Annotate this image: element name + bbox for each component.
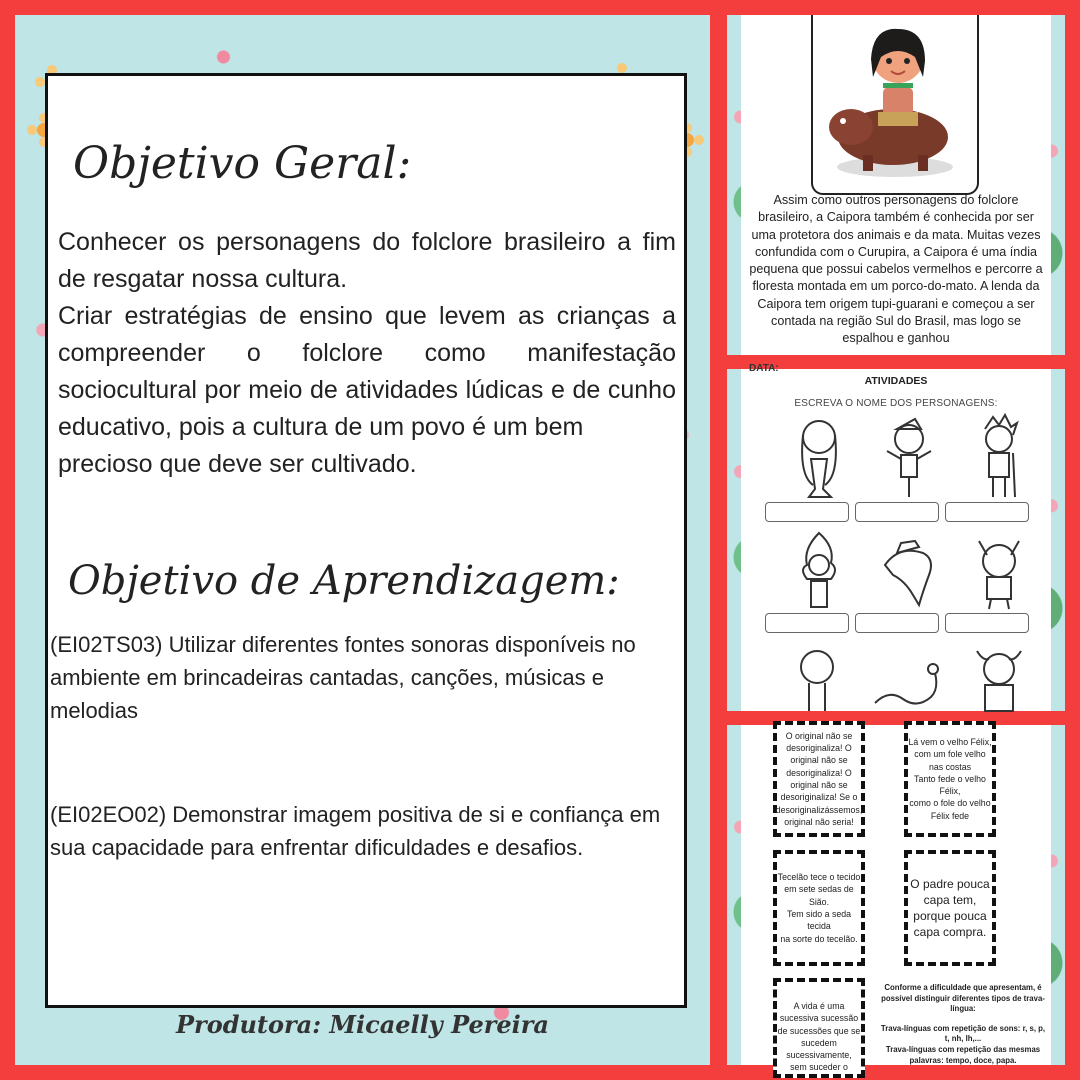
activities-instruction: ESCREVA O NOME DOS PERSONAGENS: xyxy=(794,398,998,409)
tongue-twister-text: Lá vem o velho Félix, com um fole velho nas costas Tanto fede o velho Félix, como o fole do velho Félix fede xyxy=(908,736,992,821)
name-input-box[interactable] xyxy=(945,613,1029,633)
general-objective-heading: Objetivo Geral: xyxy=(73,138,412,189)
name-input-box[interactable] xyxy=(855,613,939,633)
wolf-character-icon xyxy=(789,645,849,711)
dolphin-character-icon xyxy=(879,535,939,611)
name-input-box[interactable] xyxy=(765,502,849,522)
mermaid-character-icon xyxy=(789,415,849,499)
learning-objective-heading: Objetivo de Aprendizagem: xyxy=(68,558,620,604)
serpent-character-icon xyxy=(869,659,949,711)
general-objective-text: Conhecer os personagens do folclore brasileiro a fim de resgatar nossa cultura. Criar estratégias de ensino que levem as crianças a compreender o folclore como manifestação sociocultural por meio de atividades lúdicas e de cunho educativo, pois a cultura de um povo é um bem precioso que deve ser cultivado. xyxy=(58,228,676,478)
tongue-twister-text: O original não se desoriginaliza! O original não se desoriginaliza! O original não se desoriginaliza! Se o desoriginalizássemos, original não seria! xyxy=(775,730,863,827)
activities-page xyxy=(727,363,1065,711)
tongue-twister-card xyxy=(773,850,865,966)
caipora-description: Assim como outros personagens do folclore brasileiro, a Caipora também é conhecida por ser uma protetora dos animais e da mata. Muitas vezes confundida com o Curupira, a Caipora é uma índia pequena que possui cabelos vermelhos e percorre a floresta montada em um porco-do-mato. A lenda da Caipora tem origem tupi-guarani e começou a ser contada na região Sul do Brasil, mas logo se espalhou e ganhou xyxy=(749,193,1043,346)
activities-sheet xyxy=(741,363,1051,711)
notes-sounds: Trava-línguas com repetição de sons: r, s, p, t, nh, lh,... xyxy=(880,1023,1046,1044)
objectives-page xyxy=(15,15,710,1065)
tongue-twister-text: O padre pouca capa tem, porque pouca capa compra. xyxy=(910,877,990,939)
name-input-box[interactable] xyxy=(945,502,1029,522)
curupira-character-icon xyxy=(969,413,1029,499)
tongue-twister-card xyxy=(773,721,865,837)
learning-objective-1: (EI02TS03) Utilizar diferentes fontes sonoras disponíveis no ambiente em brincadeiras cantadas, canções, músicas e melodias xyxy=(50,632,636,723)
ox-character-icon xyxy=(969,643,1029,711)
caipora-sheet xyxy=(741,15,1051,355)
caipora-page xyxy=(727,15,1065,355)
cat-character-icon xyxy=(969,531,1029,611)
date-label: DATA: xyxy=(749,363,779,374)
tongue-twisters-page xyxy=(727,725,1065,1073)
producer-credit: Produtora: Micaelly Pereira xyxy=(176,1010,549,1039)
fire-character-icon xyxy=(789,529,849,611)
notes-intro: Conforme a dificuldade que apresentam, é possível distinguir diferentes tipos de trava-língua: xyxy=(881,983,1045,1014)
tongue-twister-card xyxy=(773,978,865,1078)
saci-character-icon xyxy=(879,415,939,499)
illustration-frame xyxy=(811,15,979,195)
name-input-box[interactable] xyxy=(765,613,849,633)
objectives-sheet xyxy=(45,73,687,1008)
tongue-twister-text: A vida é uma sucessiva sucessão de sucessões que se sucedem sucessivamente, sem suceder o xyxy=(777,1001,861,1073)
tongue-twisters-sheet xyxy=(741,725,1051,1073)
notes-words: Trava-línguas com repetição das mesmas palavras: tempo, doce, papa. xyxy=(885,1044,1041,1065)
tongue-twister-notes xyxy=(879,983,1047,1066)
activities-title: ATIVIDADES xyxy=(864,375,928,387)
name-input-box[interactable] xyxy=(855,502,939,522)
tongue-twister-card xyxy=(904,721,996,837)
caipora-illustration xyxy=(823,17,968,187)
tongue-twister-card xyxy=(904,850,996,966)
learning-objective-2: (EI02EO02) Demonstrar imagem positiva de si e confiança em sua capacidade para enfrentar dificuldades e desafios. xyxy=(50,802,661,860)
tongue-twister-text: Tecelão tece o tecido em sete sedas de Sião. Tem sido a seda tecida na sorte do tecelão. xyxy=(777,872,861,944)
